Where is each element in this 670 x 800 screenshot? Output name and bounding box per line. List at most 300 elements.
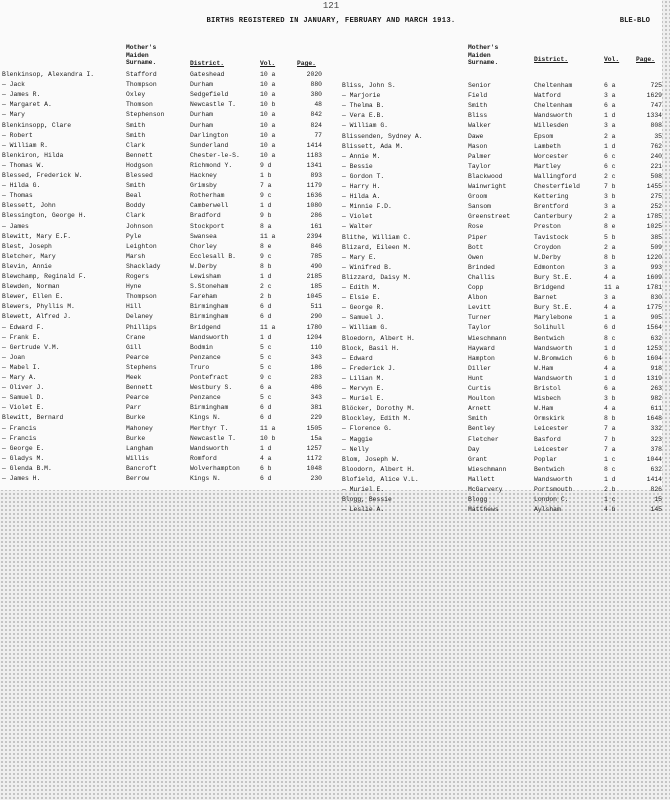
entry-maiden-surname: Matthews bbox=[468, 506, 499, 514]
entry-district: Ecclesall B. bbox=[190, 252, 237, 260]
register-entry bbox=[340, 173, 670, 181]
entry-name: — Winifred B. bbox=[342, 263, 392, 271]
entry-page: 1044 bbox=[646, 455, 662, 463]
entry-name: Blewchamp, Reginald F. bbox=[2, 273, 87, 280]
entry-page: 229 bbox=[310, 414, 322, 422]
entry-vol: 1 c bbox=[604, 455, 616, 463]
page-header-label: Page. bbox=[636, 56, 655, 63]
register-entry bbox=[0, 202, 330, 210]
entry-district: Wandsworth bbox=[190, 444, 229, 452]
entry-district: Merthyr T. bbox=[190, 424, 229, 432]
entry-vol: 6 c bbox=[604, 162, 616, 170]
entry-name: — Robert bbox=[2, 131, 33, 139]
register-entry bbox=[340, 385, 670, 393]
entry-maiden-surname: Taylor bbox=[468, 162, 492, 170]
entry-name: Blissenden, Sydney A. bbox=[342, 132, 423, 140]
entry-vol: 1 d bbox=[604, 374, 616, 382]
entry-page: 918 bbox=[650, 364, 662, 372]
register-entry bbox=[340, 92, 670, 100]
entry-district: Penzance bbox=[190, 394, 221, 402]
entry-page: 1414 bbox=[646, 475, 662, 483]
entry-district: Marylebone bbox=[534, 314, 573, 322]
entry-vol: 5 c bbox=[260, 343, 272, 351]
register-entry bbox=[340, 163, 670, 171]
entry-page: 381 bbox=[310, 404, 322, 412]
entry-name: — Francis bbox=[2, 424, 37, 432]
register-entry bbox=[340, 446, 670, 454]
register-entry bbox=[0, 111, 330, 119]
entry-name: Bletcher, Mary bbox=[2, 252, 56, 260]
entry-page: 48 bbox=[314, 101, 322, 109]
register-entry bbox=[0, 465, 330, 473]
entry-district: Darlington bbox=[190, 131, 229, 139]
entry-page: 230 bbox=[310, 475, 322, 482]
entry-maiden-surname: Rose bbox=[468, 223, 484, 231]
entry-vol: 3 a bbox=[604, 92, 616, 100]
entry-page: 380 bbox=[310, 91, 322, 99]
entry-district: Leicester bbox=[534, 425, 569, 433]
entry-vol: 4 b bbox=[604, 506, 616, 514]
entry-vol: 8 b bbox=[604, 415, 616, 423]
entry-maiden-surname: Greenstreet bbox=[468, 213, 511, 221]
entry-maiden-surname: Smith bbox=[126, 182, 146, 190]
register-entry bbox=[340, 415, 670, 423]
entry-name: Blest, Joseph bbox=[2, 242, 52, 250]
entry-name: — Glenda B.M. bbox=[2, 464, 52, 472]
entry-page: 511 bbox=[310, 303, 322, 311]
entry-name: — Samuel D. bbox=[2, 394, 45, 402]
page-title: BIRTHS REGISTERED IN JANUARY, FEBRUARY AND MARCH 1913. bbox=[206, 17, 456, 25]
entry-maiden-surname: Grant bbox=[468, 455, 488, 463]
entry-page: 632 bbox=[650, 334, 662, 342]
entry-maiden-surname: Albon bbox=[468, 294, 488, 302]
entry-page: 1319 bbox=[646, 374, 662, 382]
entry-vol: 8 b bbox=[604, 253, 616, 261]
entry-name: — Violet bbox=[342, 213, 373, 221]
entry-name: — Vera E.B. bbox=[342, 112, 385, 120]
entry-page: 263 bbox=[650, 385, 662, 392]
entry-page: 1785 bbox=[646, 213, 662, 221]
entry-district: London C. bbox=[534, 496, 569, 504]
entry-district: Edmonton bbox=[534, 263, 565, 271]
entry-vol: 9 d bbox=[260, 161, 272, 169]
entry-name: — Minnie F.D. bbox=[342, 203, 392, 211]
register-entry bbox=[0, 122, 330, 130]
register-entry bbox=[340, 476, 670, 484]
entry-vol: 2 a bbox=[604, 213, 616, 221]
entry-vol: 8 c bbox=[604, 465, 616, 473]
entry-vol: 3 a bbox=[604, 203, 616, 211]
register-entry bbox=[340, 345, 670, 353]
entry-vol: 8 e bbox=[604, 223, 616, 231]
entry-page: 880 bbox=[310, 81, 322, 89]
entry-name: — George E. bbox=[2, 444, 45, 452]
entry-maiden-surname: Brinded bbox=[468, 263, 495, 271]
entry-name: — Marjorie bbox=[342, 92, 381, 100]
entry-page: 343 bbox=[310, 353, 322, 361]
entry-name: Blizzard, Daisy M. bbox=[342, 273, 412, 281]
vol-header bbox=[260, 60, 275, 68]
register-entry bbox=[340, 355, 670, 363]
entry-vol: 6 d bbox=[260, 475, 272, 482]
register-entry bbox=[0, 425, 330, 433]
entry-name: Blöcker, Dorothy M. bbox=[342, 405, 415, 413]
entry-district: Willesden bbox=[534, 122, 569, 130]
district-header-label: District. bbox=[534, 56, 569, 63]
entry-page: 385 bbox=[650, 233, 662, 241]
entry-district: Cheltenham bbox=[534, 82, 573, 89]
register-entry bbox=[0, 273, 330, 281]
entry-name: Blom, Joseph W. bbox=[342, 455, 400, 463]
register-entry bbox=[0, 263, 330, 271]
entry-maiden-surname: Hampton bbox=[468, 354, 495, 362]
entry-maiden-surname: Hyne bbox=[126, 283, 142, 291]
register-entry bbox=[340, 82, 670, 90]
entry-maiden-surname: Dawe bbox=[468, 132, 484, 140]
entry-maiden-surname: Rogers bbox=[126, 273, 150, 280]
entry-maiden-surname: Hill bbox=[126, 303, 142, 311]
district-header-label: District. bbox=[190, 60, 225, 67]
entry-name: — Maggie bbox=[342, 435, 373, 443]
entry-name: Blenkinsopp, Clare bbox=[2, 121, 72, 129]
entry-district: Portsmouth bbox=[534, 486, 573, 493]
entry-name: — Walter bbox=[342, 223, 373, 231]
entry-maiden-surname: Burke bbox=[126, 414, 146, 422]
entry-maiden-surname: Johnson bbox=[126, 222, 153, 230]
entry-maiden-surname: Thomson bbox=[126, 101, 153, 109]
register-entry bbox=[340, 193, 670, 201]
entry-maiden-surname: Palmer bbox=[468, 152, 492, 160]
register-entry bbox=[340, 203, 670, 211]
entry-vol: 2 b bbox=[260, 293, 272, 301]
entry-district: Wandsworth bbox=[534, 374, 573, 382]
entry-name: — George R. bbox=[342, 304, 385, 312]
entry-vol: 9 c bbox=[260, 192, 272, 200]
entry-name: — Thomas W. bbox=[2, 161, 45, 169]
district-header bbox=[190, 60, 224, 68]
entry-page: 145 bbox=[650, 506, 662, 514]
entry-district: Bury St.E. bbox=[534, 273, 573, 281]
entry-vol: 6 d bbox=[260, 404, 272, 412]
entry-maiden-surname: Clark bbox=[126, 141, 146, 149]
entry-district: Barnet bbox=[534, 294, 558, 302]
entry-vol: 5 c bbox=[260, 363, 272, 371]
register-entry bbox=[0, 354, 330, 362]
entry-district: Newcastle T. bbox=[190, 434, 237, 442]
entry-vol: 1 c bbox=[604, 496, 616, 504]
entry-vol: 2 c bbox=[260, 283, 272, 291]
entry-page: 1204 bbox=[306, 333, 322, 341]
entry-vol: 1 d bbox=[260, 202, 272, 210]
entry-vol: 6 d bbox=[604, 324, 616, 332]
entry-district: Sunderland bbox=[190, 141, 229, 149]
register-entry bbox=[0, 313, 330, 321]
entry-vol: 10 a bbox=[260, 81, 276, 89]
district-header bbox=[534, 56, 568, 64]
entry-vol: 10 b bbox=[260, 434, 276, 442]
entry-page: 323 bbox=[650, 435, 662, 443]
entry-district: Romford bbox=[190, 454, 217, 462]
entry-page: 1604 bbox=[646, 354, 662, 362]
entry-vol: 1 a bbox=[604, 314, 616, 322]
register-entry bbox=[340, 405, 670, 413]
register-entry bbox=[340, 274, 670, 282]
register-entry bbox=[0, 212, 330, 220]
entry-district: Hackney bbox=[190, 172, 217, 179]
register-entry bbox=[340, 506, 670, 514]
entry-name: — Frederick J. bbox=[342, 364, 396, 372]
entry-maiden-surname: Bentley bbox=[468, 425, 495, 433]
register-entry bbox=[340, 223, 670, 231]
entry-page: 161 bbox=[310, 222, 322, 230]
entry-district: Penzance bbox=[190, 353, 221, 361]
entry-page: 15 bbox=[654, 496, 662, 504]
register-entry bbox=[0, 435, 330, 443]
entry-maiden-surname: Blogg bbox=[468, 496, 488, 504]
entry-name: — Margaret A. bbox=[2, 101, 52, 109]
register-entry bbox=[340, 375, 670, 383]
entry-district: Wolverhampton bbox=[190, 464, 240, 472]
entry-maiden-surname: Parr bbox=[126, 404, 142, 412]
entry-name: — James bbox=[2, 222, 29, 230]
entry-vol: 3 b bbox=[604, 395, 616, 403]
entry-district: Wandsworth bbox=[534, 344, 573, 352]
register-entry bbox=[340, 264, 670, 272]
entry-district: Lambeth bbox=[534, 142, 561, 150]
entry-vol: 1 d bbox=[260, 444, 272, 452]
entry-name: Blewers, Phyllis M. bbox=[2, 303, 75, 311]
entry-page: 275 bbox=[650, 193, 662, 201]
register-entry bbox=[0, 324, 330, 332]
register-entry bbox=[340, 244, 670, 252]
entry-maiden-surname: Wainwright bbox=[468, 183, 507, 190]
register-entry bbox=[340, 456, 670, 464]
entry-maiden-surname: Wieschmann bbox=[468, 465, 507, 473]
entry-name: — Nelly bbox=[342, 445, 369, 453]
entry-district: Leicester bbox=[534, 445, 569, 453]
entry-page: 1781 bbox=[646, 284, 662, 291]
entry-vol: 11 a bbox=[260, 424, 276, 432]
entry-vol: 2 c bbox=[604, 172, 616, 180]
entry-district: Chesterfield bbox=[534, 183, 581, 190]
entry-vol: 9 c bbox=[260, 374, 272, 381]
entry-name: — William G. bbox=[342, 324, 389, 332]
entry-district: Grimsby bbox=[190, 182, 217, 190]
page-reference: BLE-BLO bbox=[619, 17, 650, 25]
entry-name: — Edward F. bbox=[2, 323, 45, 331]
entry-page: 893 bbox=[310, 172, 322, 179]
entry-name: Blevin, Annie bbox=[2, 262, 52, 270]
register-entry bbox=[0, 445, 330, 453]
entry-district: W.Ham bbox=[534, 405, 554, 413]
register-entry bbox=[340, 365, 670, 373]
entry-name: — Hilda G. bbox=[2, 182, 41, 190]
entry-page: 1775 bbox=[646, 304, 662, 312]
entry-district: Kettering bbox=[534, 193, 569, 201]
entry-page: 1648 bbox=[646, 415, 662, 423]
entry-vol: 6 a bbox=[604, 82, 616, 89]
entry-district: Tavistock bbox=[534, 233, 569, 241]
entry-name: Blogg, Bessie bbox=[342, 496, 392, 504]
entry-page: 490 bbox=[310, 262, 322, 270]
entry-maiden-surname: Smith bbox=[468, 415, 488, 423]
entry-page: 1179 bbox=[306, 182, 322, 190]
entry-page: 842 bbox=[310, 111, 322, 119]
entry-district: Gateshead bbox=[190, 71, 225, 78]
entry-district: Wisbech bbox=[534, 395, 561, 403]
entry-page: 221 bbox=[650, 162, 662, 170]
entry-vol: 4 a bbox=[604, 364, 616, 372]
entry-maiden-surname: Diller bbox=[468, 364, 492, 372]
register-entry bbox=[0, 344, 330, 352]
register-entry bbox=[0, 374, 330, 382]
entry-maiden-surname: Boddy bbox=[126, 202, 146, 210]
entry-vol: 1 d bbox=[604, 344, 616, 352]
register-entry bbox=[340, 304, 670, 312]
entry-page: 1636 bbox=[306, 192, 322, 200]
entry-district: Poplar bbox=[534, 455, 558, 463]
register-entry bbox=[340, 425, 670, 433]
entry-district: Newcastle T. bbox=[190, 101, 237, 109]
register-entry bbox=[0, 142, 330, 150]
entry-vol: 5 b bbox=[604, 233, 616, 241]
entry-name: — Edward bbox=[342, 354, 373, 362]
entry-page: 1080 bbox=[306, 202, 322, 210]
entry-district: Bury St.E. bbox=[534, 304, 573, 312]
entry-maiden-surname: Meek bbox=[126, 374, 142, 381]
entry-vol: 7 b bbox=[604, 435, 616, 443]
entry-name: Blithe, William C. bbox=[342, 233, 412, 241]
entry-name: — Elsie E. bbox=[342, 294, 381, 302]
entry-district: W.Ham bbox=[534, 364, 554, 372]
entry-name: — Mervyn E. bbox=[342, 385, 385, 392]
entry-district: Swansea bbox=[190, 232, 217, 240]
entry-page: 1172 bbox=[306, 454, 322, 462]
entry-page: 378 bbox=[650, 445, 662, 453]
entry-district: Chester-le-S. bbox=[190, 151, 240, 159]
entry-name: — Mary E. bbox=[342, 253, 377, 261]
entry-name: — Gladys M. bbox=[2, 454, 45, 462]
entry-name: Bloedorn, Albert H. bbox=[342, 334, 415, 342]
entry-maiden-surname: Oxley bbox=[126, 91, 146, 99]
maiden-surname-header: Mother's Maiden Surname. bbox=[126, 44, 157, 67]
entry-vol: 10 a bbox=[260, 121, 276, 129]
entry-district: W.Derby bbox=[534, 253, 561, 261]
entry-district: Epsom bbox=[534, 132, 554, 140]
entry-maiden-surname: Arnett bbox=[468, 405, 492, 413]
entry-page: 2185 bbox=[306, 273, 322, 280]
entry-vol: 10 a bbox=[260, 141, 276, 149]
entry-maiden-surname: Pearce bbox=[126, 353, 150, 361]
entry-maiden-surname: Hayward bbox=[468, 344, 495, 352]
entry-district: Bridgend bbox=[534, 284, 565, 291]
entry-vol: 4 a bbox=[604, 405, 616, 413]
entry-page: 1455 bbox=[646, 183, 662, 190]
register-entry bbox=[340, 335, 670, 343]
entry-district: Durham bbox=[190, 111, 214, 119]
register-entry bbox=[340, 496, 670, 504]
register-entry bbox=[0, 162, 330, 170]
entry-vol: 7 b bbox=[604, 183, 616, 190]
entry-maiden-surname: Day bbox=[468, 445, 480, 453]
register-entry bbox=[340, 183, 670, 191]
entry-name: Blewden, Norman bbox=[2, 283, 60, 291]
entry-page: 905 bbox=[650, 314, 662, 322]
register-entry bbox=[340, 395, 670, 403]
entry-vol: 7 a bbox=[604, 445, 616, 453]
entry-maiden-surname: Walker bbox=[468, 122, 492, 130]
entry-name: — Thomas bbox=[2, 192, 33, 200]
entry-name: Blofield, Alice V.L. bbox=[342, 475, 419, 483]
entry-district: Kings N. bbox=[190, 475, 221, 482]
entry-vol: 2 b bbox=[604, 486, 616, 493]
entry-district: Wandsworth bbox=[534, 112, 573, 120]
entry-page: 725 bbox=[650, 82, 662, 89]
entry-maiden-surname: Field bbox=[468, 92, 488, 100]
entry-district: S.Stoneham bbox=[190, 283, 229, 291]
entry-name: — Lilian M. bbox=[342, 374, 385, 382]
entry-district: Worcester bbox=[534, 152, 569, 160]
register-entry bbox=[0, 475, 330, 483]
entry-page: 747 bbox=[650, 102, 662, 110]
entry-district: Birmingham bbox=[190, 404, 229, 412]
page-header-label: Page. bbox=[297, 60, 316, 67]
register-entry bbox=[340, 234, 670, 242]
entry-vol: 6 a bbox=[604, 385, 616, 392]
register-entry bbox=[0, 132, 330, 140]
entry-page: 1564 bbox=[646, 324, 662, 332]
entry-page: 185 bbox=[310, 283, 322, 291]
entry-maiden-surname: Gill bbox=[126, 343, 142, 351]
entry-name: — Samuel J. bbox=[342, 314, 385, 322]
register-entry bbox=[0, 243, 330, 251]
register-entry bbox=[0, 384, 330, 392]
entry-vol: 3 a bbox=[604, 122, 616, 130]
entry-maiden-surname: Pyle bbox=[126, 232, 142, 240]
entry-vol: 5 c bbox=[260, 353, 272, 361]
entry-page: 1341 bbox=[306, 161, 322, 169]
entry-district: Watford bbox=[534, 92, 561, 100]
entry-maiden-surname: Berrow bbox=[126, 475, 150, 482]
entry-maiden-surname: Stephenson bbox=[126, 111, 165, 119]
entry-maiden-surname: Willis bbox=[126, 454, 150, 462]
entry-maiden-surname: Sansom bbox=[468, 203, 492, 211]
entry-page: 1780 bbox=[306, 323, 322, 331]
entry-page: 846 bbox=[310, 242, 322, 250]
entry-district: Basford bbox=[534, 435, 561, 443]
entry-maiden-surname: Beal bbox=[126, 192, 142, 200]
entry-page: 186 bbox=[310, 363, 322, 371]
entry-page: 1220 bbox=[646, 253, 662, 261]
entry-name: Block, Basil H. bbox=[342, 344, 400, 352]
entry-maiden-surname: Stephens bbox=[126, 363, 157, 371]
entry-page: 785 bbox=[310, 252, 322, 260]
entry-name: Blewitt, Bernard bbox=[2, 414, 64, 422]
entry-maiden-surname: Mason bbox=[468, 142, 488, 150]
register-entry bbox=[0, 172, 330, 180]
entry-district: Durham bbox=[190, 121, 214, 129]
entry-page: 993 bbox=[650, 263, 662, 271]
page-header bbox=[636, 56, 655, 64]
entry-name: — James H. bbox=[2, 475, 41, 482]
entry-name: Blewitt, Mary E.F. bbox=[2, 232, 72, 240]
register-entry bbox=[0, 283, 330, 291]
entry-vol: 9 b bbox=[260, 212, 272, 220]
entry-page: 1045 bbox=[306, 293, 322, 301]
entry-page: 509 bbox=[650, 243, 662, 251]
entry-maiden-surname: Bennett bbox=[126, 384, 153, 392]
entry-district: Preston bbox=[534, 223, 561, 231]
